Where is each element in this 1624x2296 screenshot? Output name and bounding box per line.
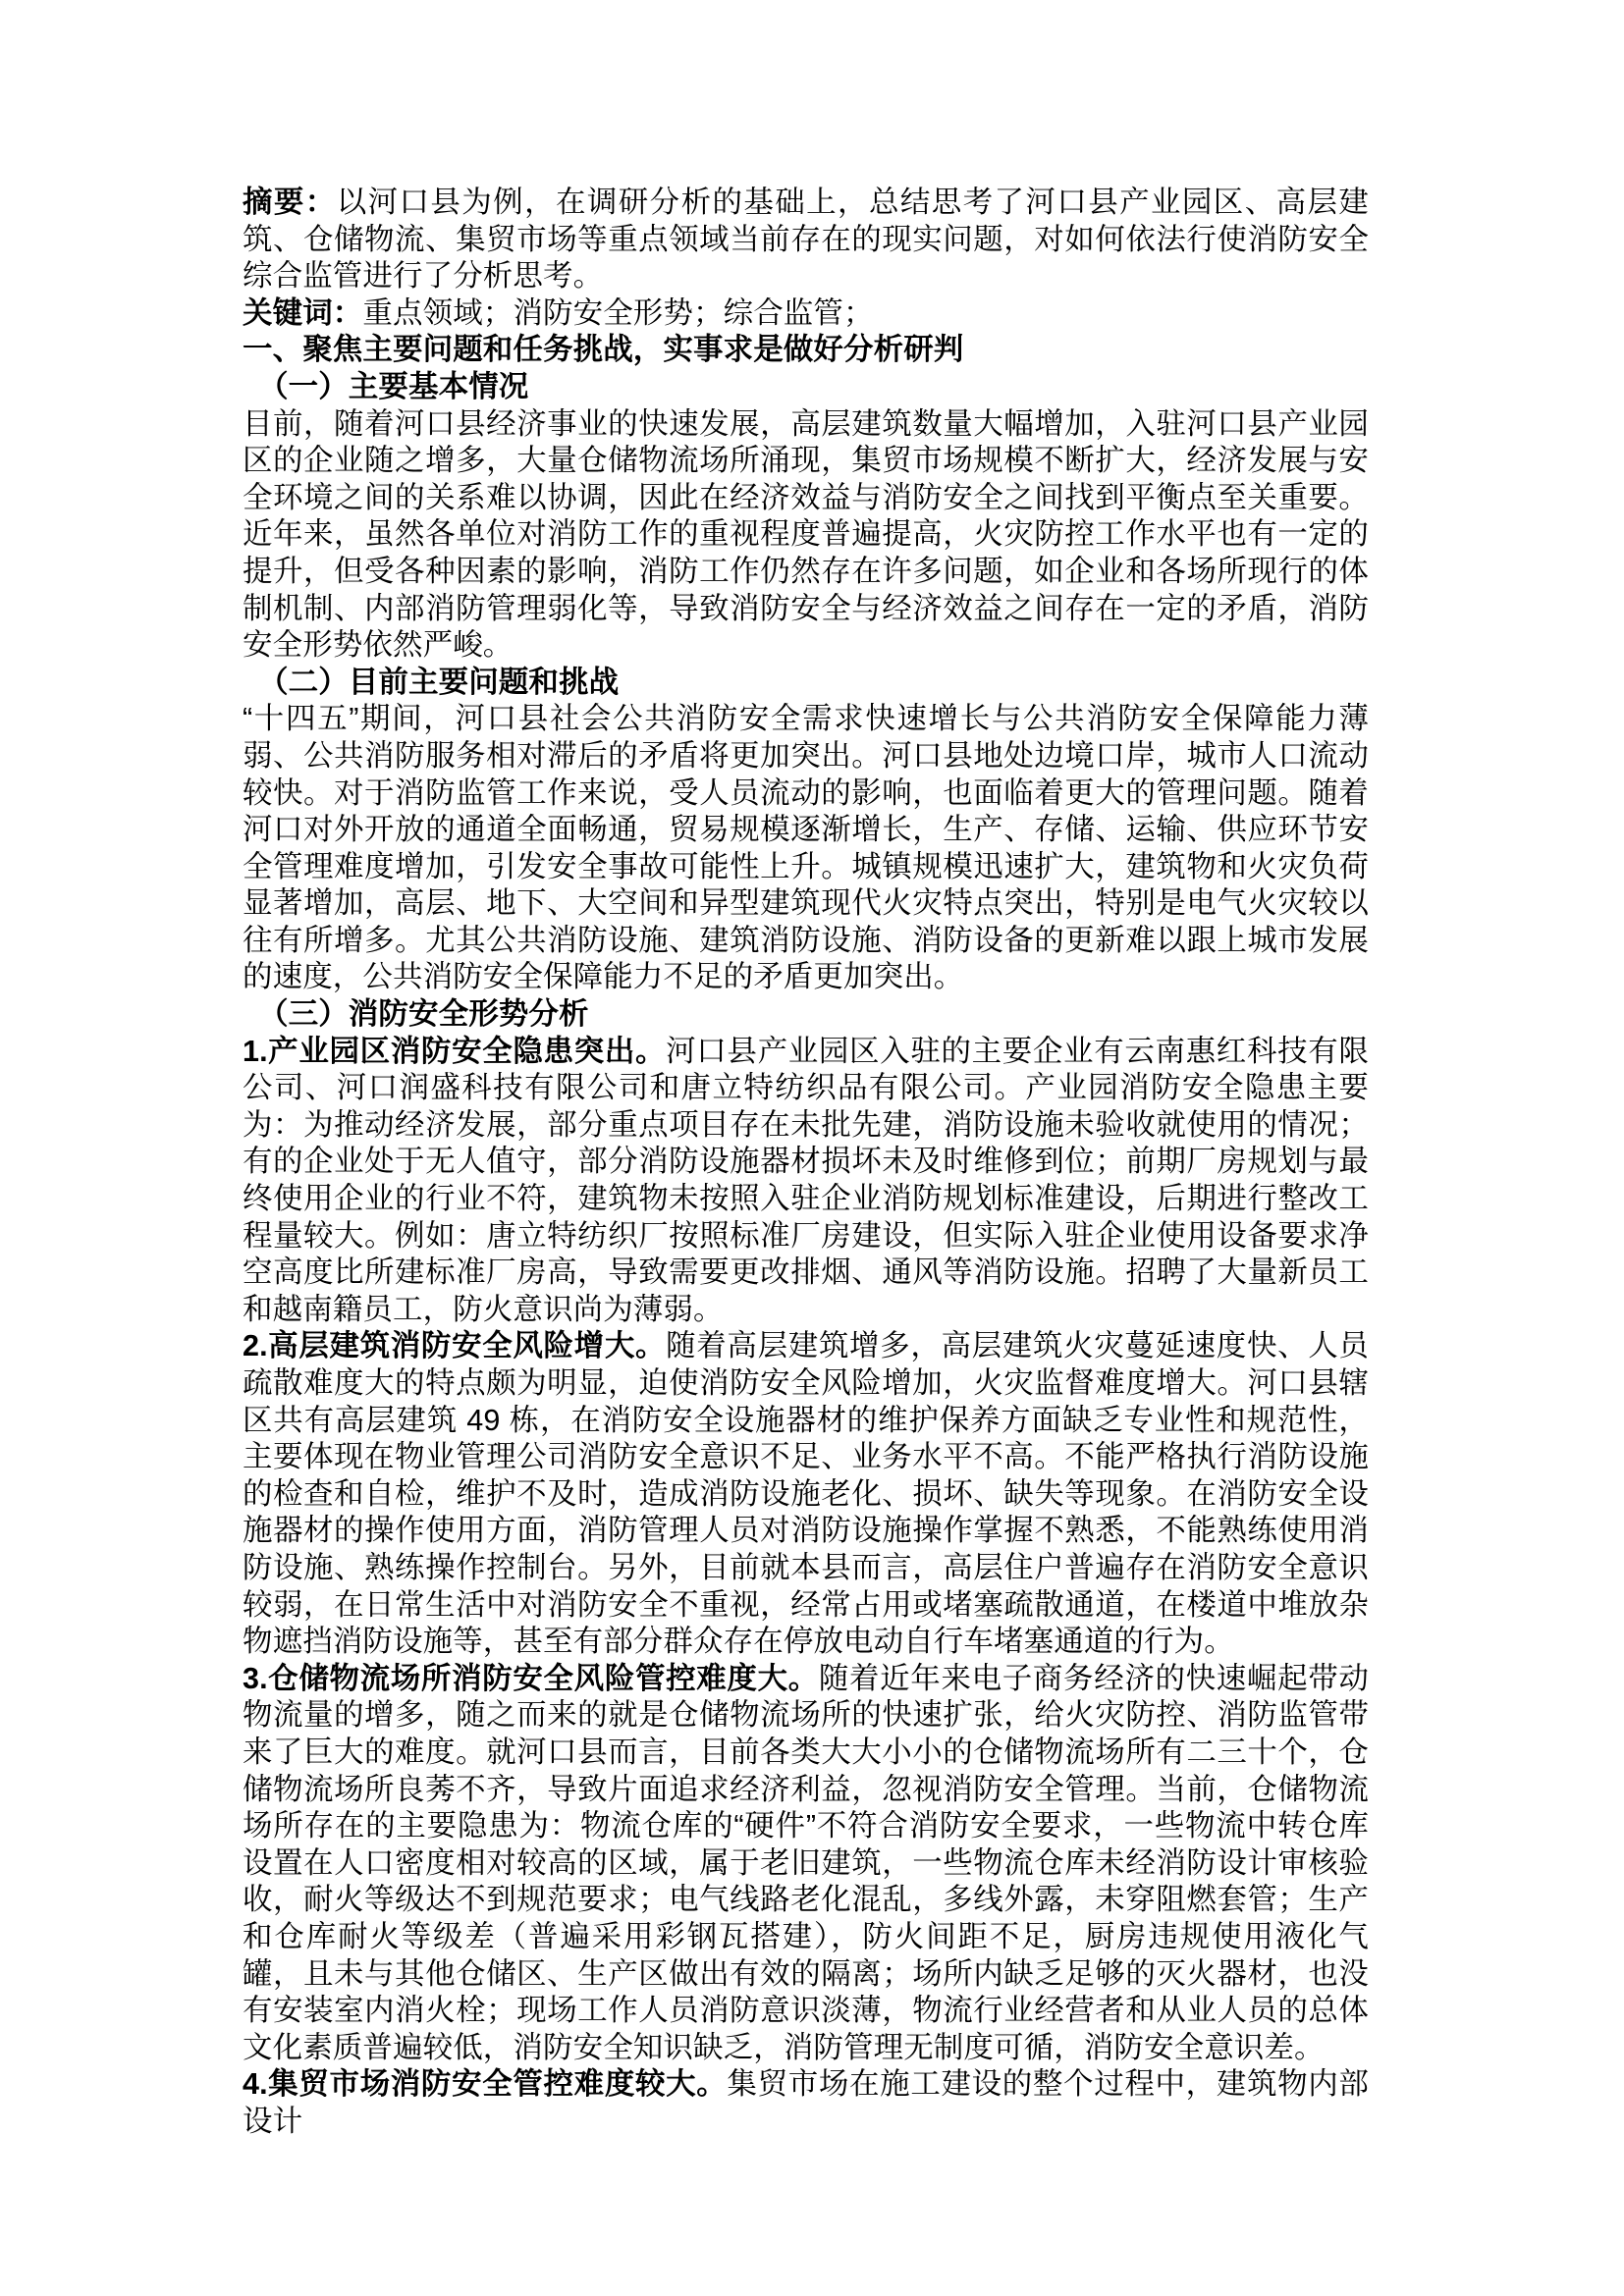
numbered-item-4-text: 集贸市场在施工建设的整个过程中，建筑物内部设计 xyxy=(243,2067,1369,2138)
numbered-item-4-lead: 4.集贸市场消防安全管控难度较大。 xyxy=(243,2067,728,2102)
abstract-text: 以河口县为例，在调研分析的基础上，总结思考了河口县产业园区、高层建筑、仓储物流、集贸市场等重点领域当前存在的现实问题，对如何依法行使消防安全综合监管进行了分析思考。 xyxy=(243,186,1369,294)
numbered-item-2 xyxy=(243,1328,1369,1660)
section-heading-one: 一、聚焦主要问题和任务挑战，实事求是做好分析研判 xyxy=(243,333,964,367)
numbered-item-2-text: 随着高层建筑增多，高层建筑火灾蔓延速度快、人员疏散难度大的特点颇为明显，迫使消防安全风险增加，火灾监督难度增大。河口县辖区共有高层建筑 49 栋，在消防安全设施器材的维护保养方面缺乏专业性和规范性，主要体现在物业管理公司消防安全意识不足、业务水平不高。不能严格执行消防设施的检查和自检，维护不及时，造成消防设施老化、损坏、缺失等现象。在消防安全设施器材的操作使用方面，消防管理人员对消防设施操作掌握不熟悉，不能熟练使用消防设施、熟练操作控制台。另外，目前就本县而言，高层住户普遍存在消防安全意识较弱，在日常生活中对消防安全不重视，经常占用或堵塞疏散通道，在楼道中堆放杂物遮挡消防设施等，甚至有部分群众存在停放电动自行车堵塞通道的行为。 xyxy=(243,1329,1369,1659)
numbered-item-4 xyxy=(243,2066,1369,2140)
keywords-label: 关键词： xyxy=(243,295,363,330)
body-paragraph-1: 目前，随着河口县经济事业的快速发展，高层建筑数量大幅增加，入驻河口县产业园区的企业随之增多，大量仓储物流场所涌现，集贸市场规模不断扩大，经济发展与安全环境之间的关系难以协调，因此在经济效益与消防安全之间找到平衡点至关重要。近年来，虽然各单位对消防工作的重视程度普遍提高，火灾防控工作水平也有一定的提升，但受各种因素的影响，消防工作仍然存在许多问题，如企业和各场所现行的体制机制、内部消防管理弱化等，导致消防安全与经济效益之间存在一定的矛盾，消防安全形势依然严峻。 xyxy=(243,406,1369,663)
numbered-item-3-lead: 3.仓储物流场所消防安全风险管控难度大。 xyxy=(243,1661,819,1695)
document-body xyxy=(243,185,1369,2140)
numbered-item-1 xyxy=(243,1034,1369,1329)
body-paragraph-2: “十四五”期间，河口县社会公共消防安全需求快速增长与公共消防安全保障能力薄弱、公共消防服务相对滞后的矛盾将更加突出。河口县地处边境口岸，城市人口流动较快。对于消防监管工作来说，受人员流动的影响，也面临着更大的管理问题。随着河口对外开放的通道全面畅通，贸易规模逐渐增长，生产、存储、运输、供应环节安全管理难度增加，引发安全事故可能性上升。城镇规模迅速扩大，建筑物和火灾负荷显著增加，高层、地下、大空间和异型建筑现代火灾特点突出，特别是电气火灾较以往有所增多。尤其公共消防设施、建筑消防设施、消防设备的更新难以跟上城市发展的速度，公共消防安全保障能力不足的矛盾更加突出。 xyxy=(243,702,1369,994)
abstract-paragraph xyxy=(243,185,1369,295)
numbered-item-1-lead: 1.产业园区消防安全隐患突出。 xyxy=(243,1034,667,1068)
numbered-item-3 xyxy=(243,1661,1369,2067)
abstract-label: 摘要： xyxy=(243,186,337,219)
numbered-item-2-lead: 2.高层建筑消防安全风险增大。 xyxy=(243,1329,667,1363)
numbered-item-1-text: 河口县产业园区入驻的主要企业有云南惠红科技有限公司、河口润盛科技有限公司和唐立特纺织品有限公司。产业园消防安全隐患主要为：为推动经济发展，部分重点项目存在未批先建，消防设施未验收就使用的情况；有的企业处于无人值守，部分消防设施器材损坏未及时维修到位；前期厂房规划与最终使用企业的行业不符，建筑物未按照入驻企业消防规划标准建设，后期进行整改工程量较大。例如：唐立特纺织厂按照标准厂房建设，但实际入驻企业使用设备要求净空高度比所建标准厂房高，导致需要更改排烟、通风等消防设施。招聘了大量新员工和越南籍员工，防火意识尚为薄弱。 xyxy=(243,1034,1369,1326)
subsection-heading-1: （一）主要基本情况 xyxy=(258,369,529,403)
numbered-item-3-text: 随着近年来电子商务经济的快速崛起带动物流量的增多，随之而来的就是仓储物流场所的快速扩张，给火灾防控、消防监管带来了巨大的难度。就河口县而言，目前各类大大小小的仓储物流场所有二三十个，仓储物流场所良莠不齐，导致片面追求经济利益，忽视消防安全管理。当前，仓储物流场所存在的主要隐患为：物流仓库的“硬件”不符合消防安全要求，一些物流中转仓库设置在人口密度相对较高的区域，属于老旧建筑，一些物流仓库未经消防设计审核验收，耐火等级达不到规范要求；电气线路老化混乱，多线外露，未穿阻燃套管；生产和仓库耐火等级差（普遍采用彩钢瓦搭建），防火间距不足，厨房违规使用液化气罐，且未与其他仓储区、生产区做出有效的隔离；场所内缺乏足够的灭火器材，也没有安装室内消火栓；现场工作人员消防意识淡薄，物流行业经营者和从业人员的总体文化素质普遍较低，消防安全知识缺乏，消防管理无制度可循，消防安全意识差。 xyxy=(243,1661,1369,2064)
subsection-heading-3: （三）消防安全形势分析 xyxy=(258,997,589,1032)
keywords-text: 重点领域；消防安全形势；综合监管； xyxy=(362,295,874,330)
subsection-heading-2: （二）目前主要问题和挑战 xyxy=(258,665,620,699)
keywords-paragraph xyxy=(243,295,1369,333)
